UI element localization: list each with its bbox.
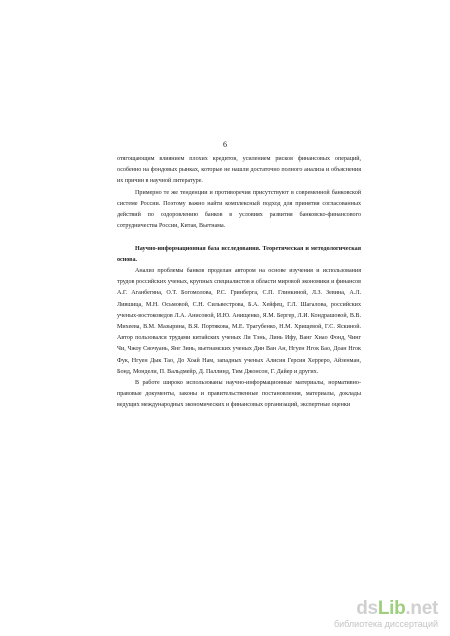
paragraph-materials: В работе широко использованы научно-информационные материалы, нормативно-правовые документы, законы и правительственные постановления, материалы, доклады ведущих международных экономических и финансовых организаций, экспертные оценки [117,380,361,409]
page-number: 6 [223,140,227,149]
section-heading: Научно-информационная база исследования. Теоретическая и методологическая основа. [117,245,361,263]
watermark-subtitle: библиотека диссертаций [333,619,438,629]
document-body [117,154,361,412]
dslib-watermark [298,598,438,630]
paragraph-trends: Примерно те же тенденции и противоречия присутствуют в современной банковской системе России. Поэтому важно найти комплексный подход для принятия согласованных действий по оздоровлению банков в условиях развития банковско-финансового сотрудничества России, Китая, Вьетнама. [117,189,361,230]
paragraph-sources: Анализ проблемы банков проделан автором на основе изучения и использования трудов российских ученых, крупных специалистов в области мировой экономики и финансов А.Г. Аганбегяна, О.Т. Богомолова, Р.С. Гринберга, С.П. Глинкиной, Л.З. Зевина, А.Л. Лившица, М.Н. Осьмовой, С.Н. Сильвестрова, Б.А. Хейфец, Г.Л. Шагалова, российских ученых-востоковедов Л.А. Анисовой, И.Ю. Анищенко, Я.М. Бергер, Л.И. Кондрашовой, В.В. Михеева, В.М. Мазырина, В.Я. Портякова, М.Е. Трагубенко, Н.М. Хрищевой, Г.С. Яскиной. Автор пользовался трудами китайских ученых Ли Тэнь, Линь Ифу, Ванг Хиао Фонд, Чинг Чи, Чжоу Сяочуань, Янг Зинь, вьетнамских ученых Дин Ван Ан, Нгуен Нгок Бао, Доан Нгок Фук, Нгуен Дык Тао, До Хоай Нам, западных ученых Алисия Герсия Херреро, Айзенман, Бонд, Мондели, П. Вальдмейр, Д. Паллинд, Тим Джонсон, Г. Дайер и других. [117,268,361,375]
dslib-logo: dsLib.net [356,598,438,619]
paragraph-gap [117,232,361,243]
paragraph-continuation: отягощающим влиянием плохих кредитов, усилением рисков финансовых операций, особенно на фондовых рынках, которые не нашли достаточно полного анализа и объяснения их причин в научной литературе. [117,156,361,185]
